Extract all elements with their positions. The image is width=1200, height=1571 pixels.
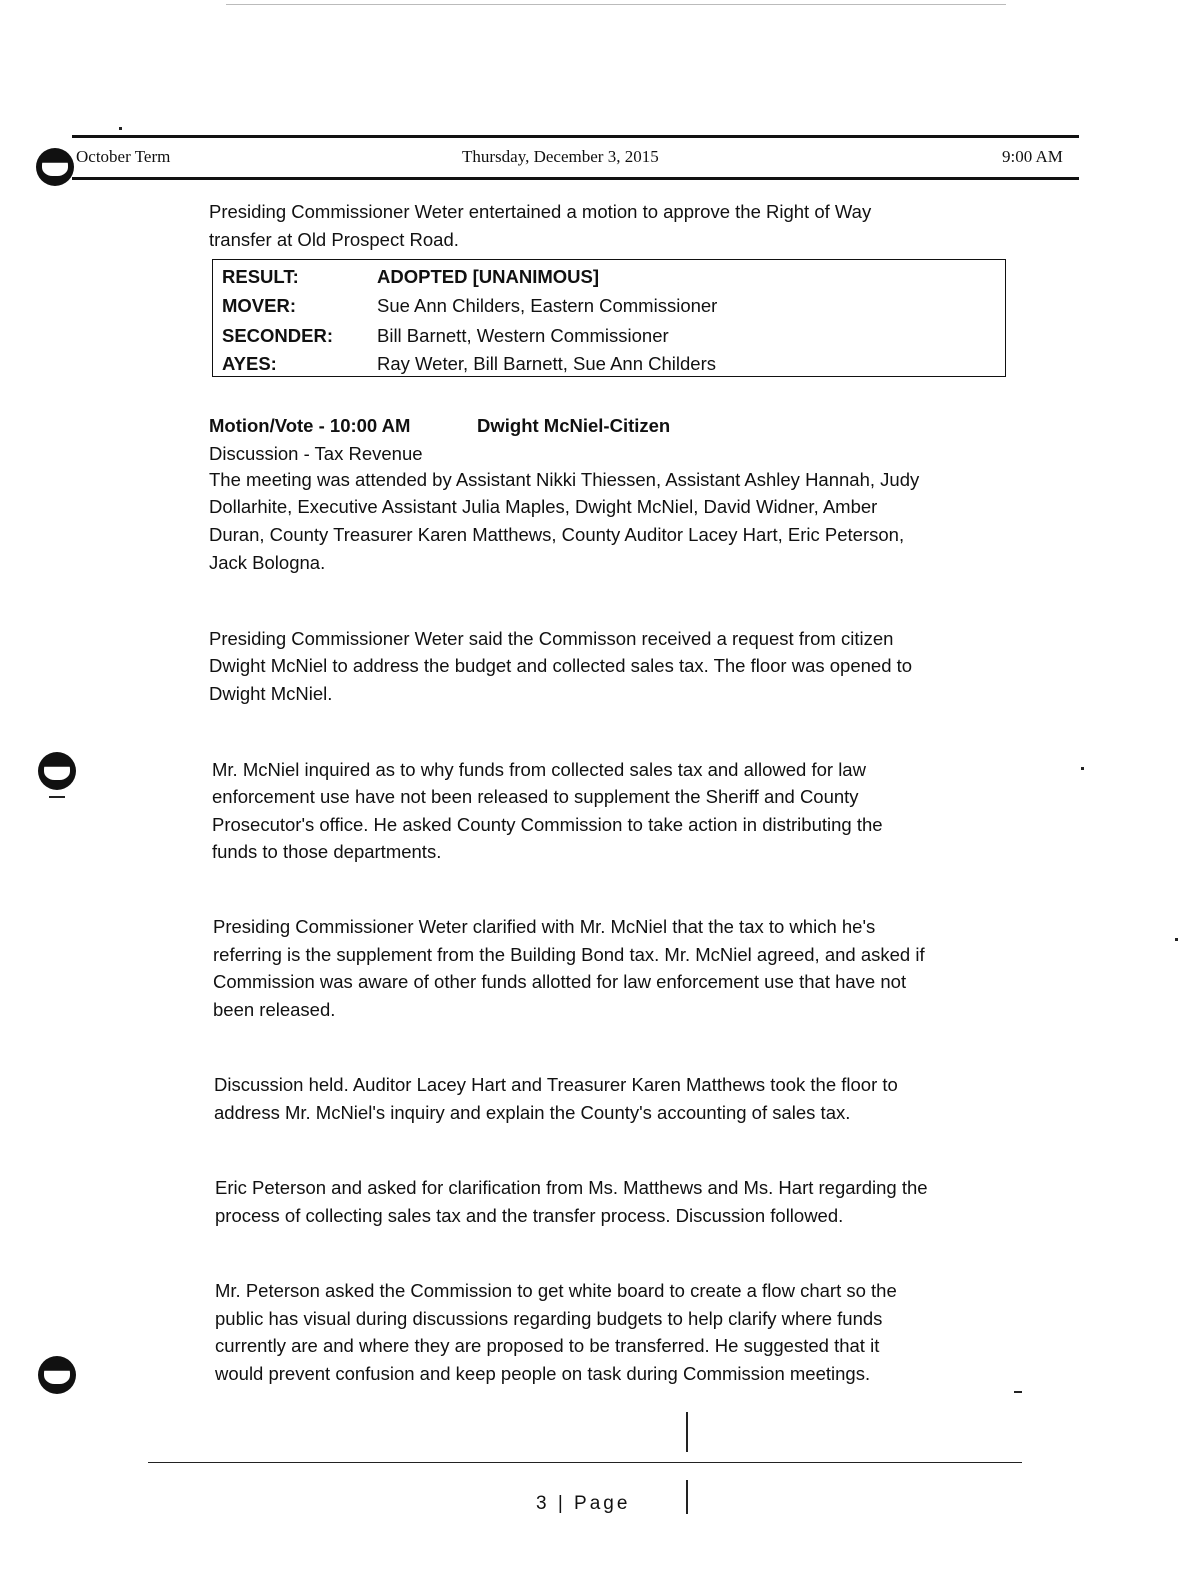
attendance-line-4: Jack Bologna. — [209, 552, 326, 573]
agenda-item-party: Dwight McNiel-Citizen — [477, 415, 671, 436]
motion-intro-line-2: transfer at Old Prospect Road. — [209, 229, 459, 250]
paragraph-line: been released. — [213, 999, 336, 1020]
ayes-value: Ray Weter, Bill Barnett, Sue Ann Childers — [377, 353, 716, 374]
paragraph-line: public has visual during discussions regarding budgets to help clarify where funds — [215, 1308, 883, 1329]
header-top-rule — [72, 135, 1079, 138]
footer-rule — [148, 1462, 1022, 1463]
paragraph-line: Prosecutor's office. He asked County Commission to take action in distributing the — [212, 814, 883, 835]
paragraph-line: funds to those departments. — [212, 841, 442, 862]
paragraph-line: Presiding Commissioner Weter said the Commisson received a request from citizen — [209, 628, 894, 649]
punch-hole-top — [36, 148, 74, 186]
seconder-value: Bill Barnett, Western Commissioner — [377, 325, 669, 346]
paragraph-line: process of collecting sales tax and the transfer process. Discussion followed. — [215, 1205, 844, 1226]
attendance-line-1: The meeting was attended by Assistant Nikki Thiessen, Assistant Ashley Hannah, Judy — [209, 469, 920, 490]
mover-value: Sue Ann Childers, Eastern Commissioner — [377, 295, 718, 316]
punch-hole-bottom — [38, 1356, 76, 1394]
paragraph-line: Mr. McNiel inquired as to why funds from collected sales tax and allowed for law — [212, 759, 866, 780]
paragraph-line: Presiding Commissioner Weter clarified with Mr. McNiel that the tax to which he's — [213, 916, 876, 937]
scan-top-edge-line — [226, 4, 1006, 5]
scan-speck — [686, 1412, 688, 1452]
scan-speck — [49, 796, 65, 798]
paragraph-line: Discussion held. Auditor Lacey Hart and Treasurer Karen Matthews took the floor to — [214, 1074, 898, 1095]
attendance-line-3: Duran, County Treasurer Karen Matthews, County Auditor Lacey Hart, Eric Peterson, — [209, 524, 905, 545]
paragraph-line: address Mr. McNiel's inquiry and explain the County's accounting of sales tax. — [214, 1102, 851, 1123]
agenda-item-title: Motion/Vote - 10:00 AM — [209, 415, 411, 436]
paragraph-line: Dwight McNiel. — [209, 683, 333, 704]
vote-result-table — [212, 259, 1006, 377]
scan-speck — [686, 1480, 688, 1514]
paragraph-line: Dwight McNiel to address the budget and collected sales tax. The floor was opened to — [209, 655, 913, 676]
mover-label: MOVER: — [222, 295, 296, 316]
punch-hole-middle — [38, 752, 76, 790]
motion-intro-line-1: Presiding Commissioner Weter entertained a motion to approve the Right of Way — [209, 201, 872, 222]
header-bottom-rule — [72, 177, 1079, 180]
paragraph-line: Eric Peterson and asked for clarification from Ms. Matthews and Ms. Hart regarding the — [215, 1177, 928, 1198]
scan-speck — [1081, 767, 1084, 770]
paragraph-line: enforcement use have not been released to supplement the Sheriff and County — [212, 786, 859, 807]
header-term: October Term — [76, 147, 171, 166]
scan-speck — [119, 127, 122, 130]
result-label: RESULT: — [222, 266, 299, 287]
result-value: ADOPTED [UNANIMOUS] — [377, 266, 599, 287]
ayes-label: AYES: — [222, 353, 277, 374]
scan-speck — [1014, 1391, 1022, 1393]
paragraph-line: would prevent confusion and keep people on task during Commission meetings. — [215, 1363, 871, 1384]
paragraph-line: Commission was aware of other funds allotted for law enforcement use that have not — [213, 971, 907, 992]
header-date: Thursday, December 3, 2015 — [462, 147, 659, 166]
paragraph-line: referring is the supplement from the Building Bond tax. Mr. McNiel agreed, and asked if — [213, 944, 925, 965]
paragraph-line: Mr. Peterson asked the Commission to get white board to create a flow chart so the — [215, 1280, 897, 1301]
attendance-line-2: Dollarhite, Executive Assistant Julia Maples, Dwight McNiel, David Widner, Amber — [209, 496, 878, 517]
agenda-discussion: Discussion - Tax Revenue — [209, 443, 423, 464]
paragraph-line: currently are and where they are proposed to be transferred. He suggested that it — [215, 1335, 880, 1356]
header-time: 9:00 AM — [1002, 147, 1063, 166]
page-number: 3 | Page — [536, 1493, 631, 1514]
scan-speck — [1175, 938, 1178, 941]
seconder-label: SECONDER: — [222, 325, 334, 346]
